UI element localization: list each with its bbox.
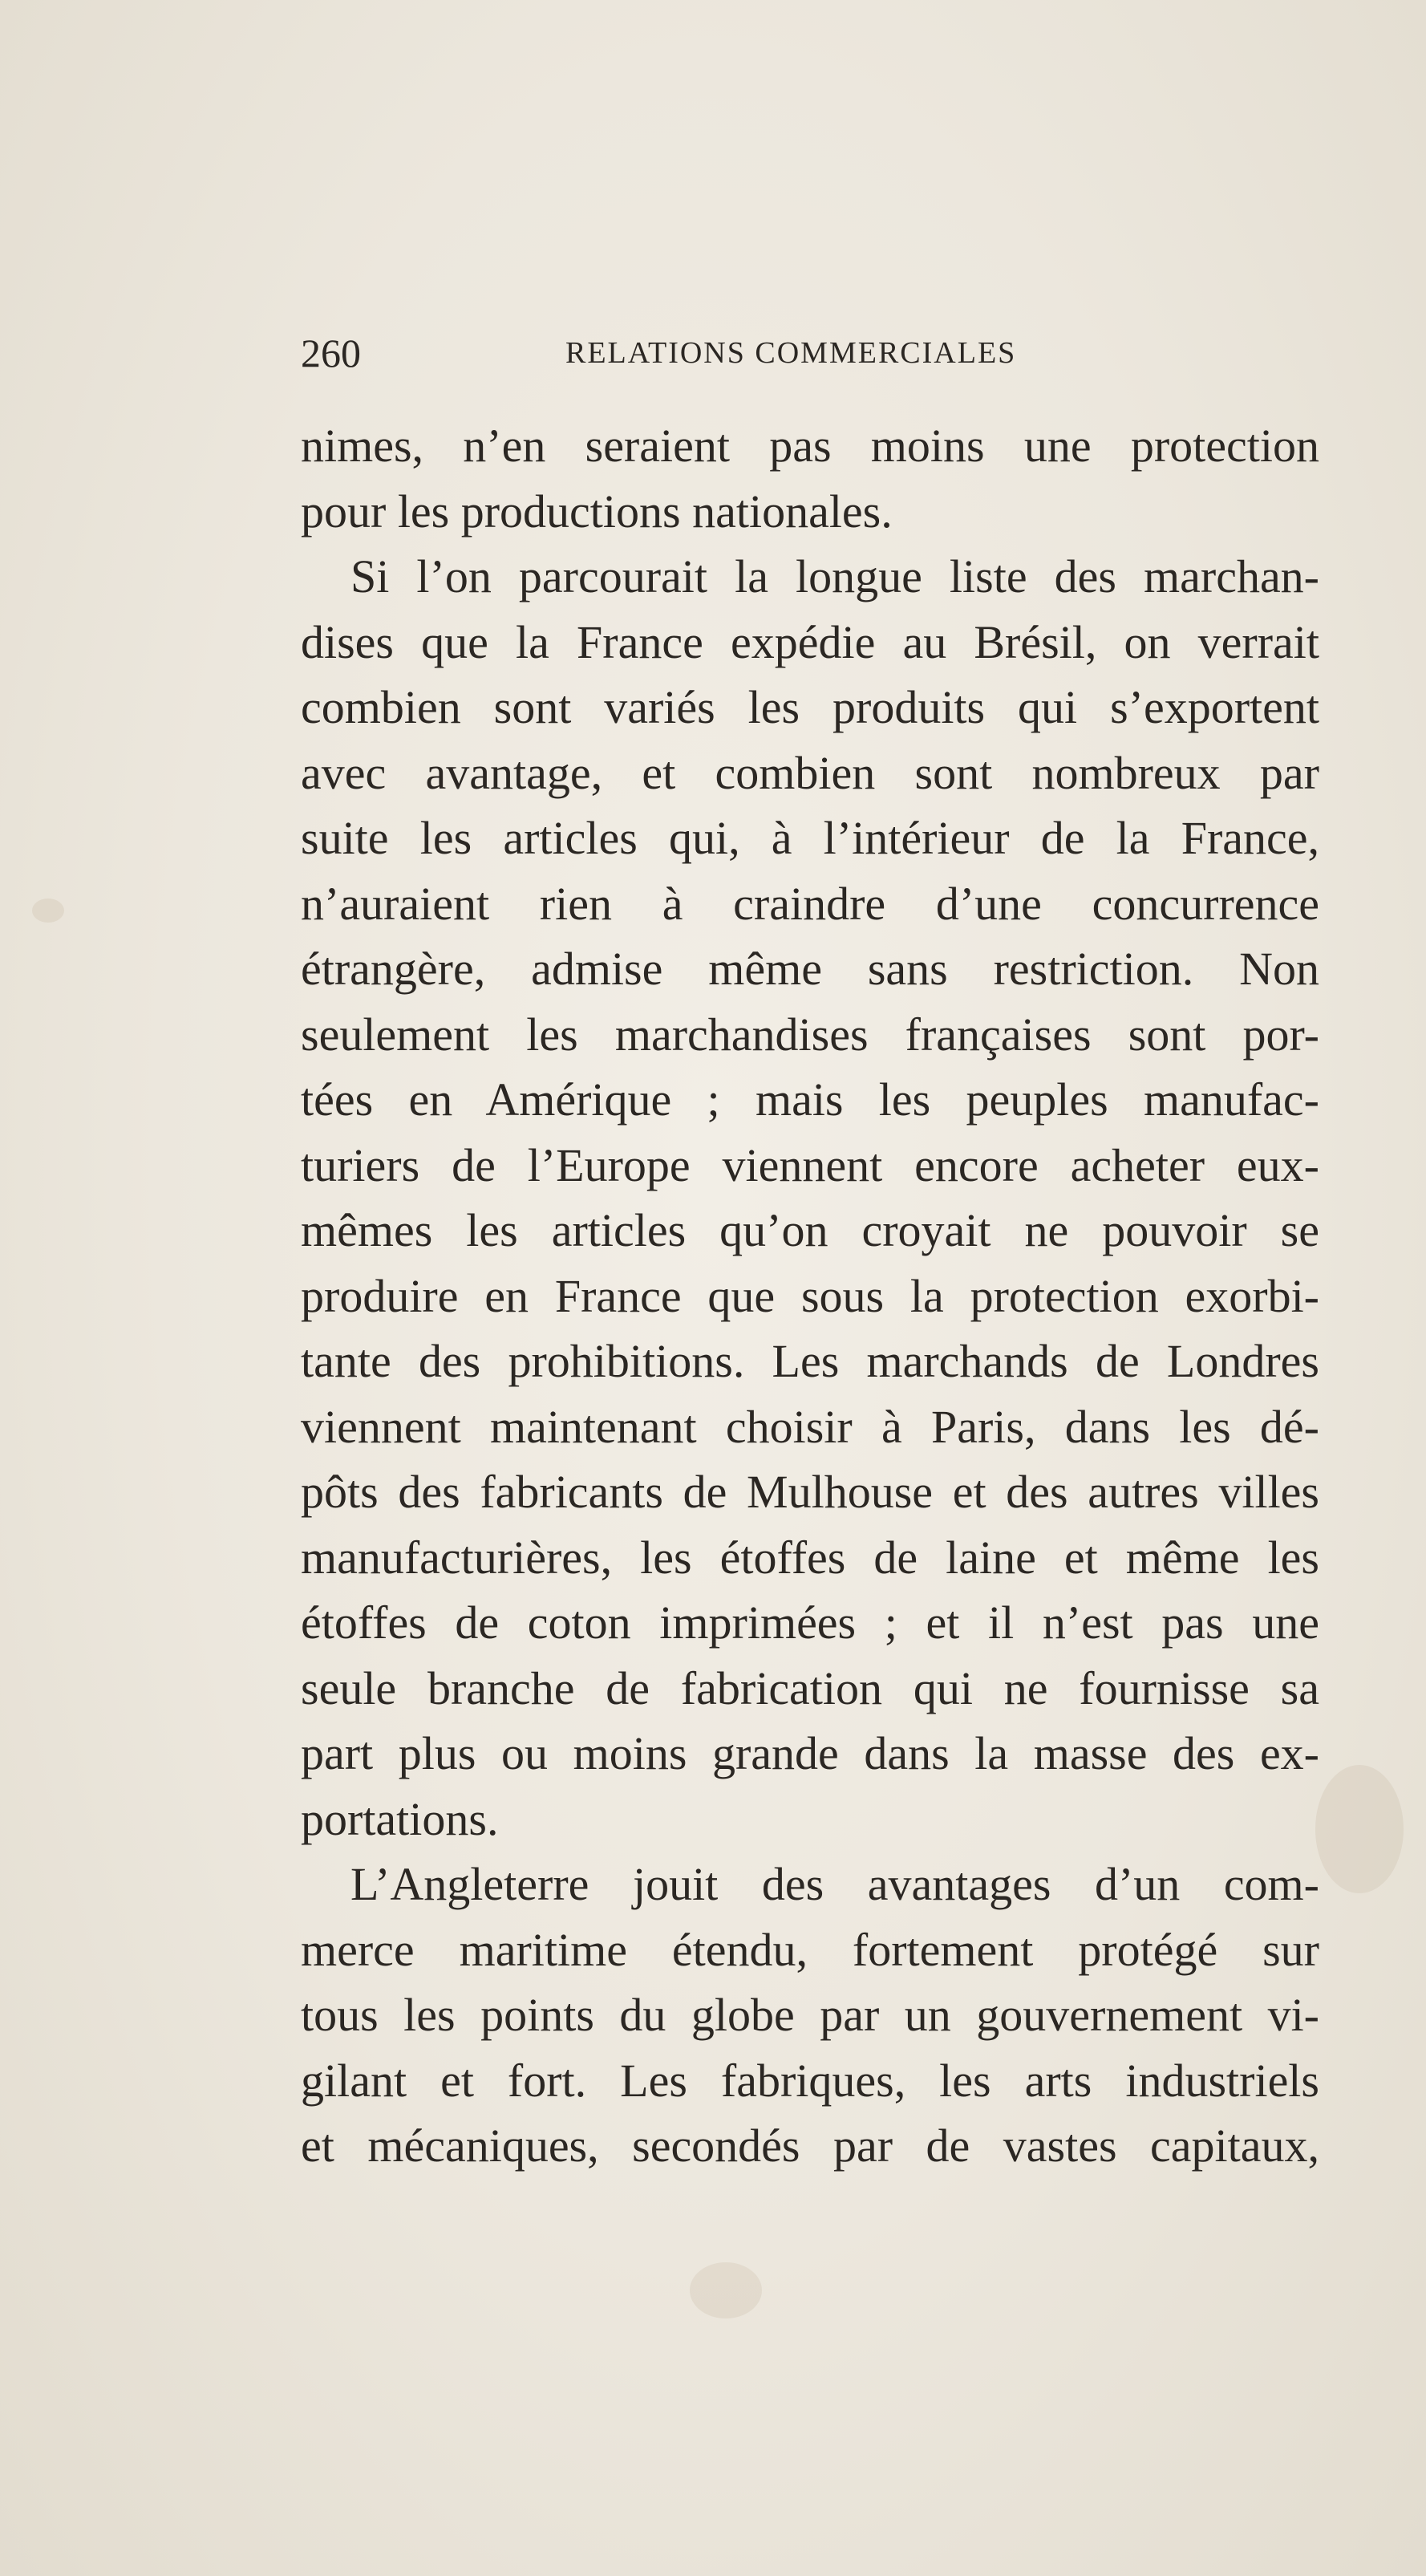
text-line: pour les productions nationales. [301, 485, 893, 538]
text-line: n’auraient rien à craindre d’une concurrence [301, 877, 1319, 930]
text-line: nimes, n’en seraient pas moins une protection [301, 420, 1319, 472]
text-line: produire en France que sous la protection exorbi- [301, 1269, 1319, 1322]
paper-stain [32, 899, 64, 923]
text-line: gilant et fort. Les fabriques, les arts industriels [301, 2054, 1319, 2107]
text-line: et mécaniques, secondés par de vastes capitaux, [301, 2120, 1319, 2172]
text-line: seule branche de fabrication qui ne fournisse sa [301, 1661, 1319, 1714]
text-line: merce maritime étendu, fortement protégé sur [301, 1923, 1319, 1976]
text-line: tous les points du globe par un gouvernement vi- [301, 1989, 1319, 2041]
text-line: mêmes les articles qu’on croyait ne pouvoir se [301, 1204, 1319, 1256]
paper-stain [690, 2262, 762, 2318]
text-line: dises que la France expédie au Brésil, on verrait [301, 615, 1319, 668]
text-line: viennent maintenant choisir à Paris, dans les dé- [301, 1400, 1319, 1453]
text-line: manufacturières, les étoffes de laine et même les [301, 1531, 1319, 1584]
text-line: suite les articles qui, à l’intérieur de la France, [301, 812, 1319, 864]
text-line: part plus ou moins grande dans la masse des ex- [301, 1727, 1319, 1779]
text-line: portations. [301, 1792, 499, 1845]
text-line: étoffes de coton imprimées ; et il n’est pas une [301, 1596, 1319, 1649]
text-line: seulement les marchandises françaises sont por- [301, 1008, 1319, 1061]
text-line: Si l’on parcourait la longue liste des marchan- [350, 550, 1319, 602]
text-line: tante des prohibitions. Les marchands de Londres [301, 1335, 1319, 1387]
text-line: étrangère, admise même sans restriction. Non [301, 943, 1319, 995]
text-line: pôts des fabricants de Mulhouse et des autres villes [301, 1466, 1319, 1518]
text-line: L’Angleterre jouit des avantages d’un com- [350, 1858, 1319, 1910]
page-number: 260 [301, 331, 361, 375]
text-line: turiers de l’Europe viennent encore acheter eux- [301, 1138, 1319, 1191]
text-line: combien sont variés les produits qui s’exportent [301, 681, 1319, 733]
text-line: tées en Amérique ; mais les peuples manufac- [301, 1073, 1319, 1126]
running-head: RELATIONS COMMERCIALES [565, 336, 1017, 370]
text-line: avec avantage, et combien sont nombreux par [301, 746, 1319, 799]
page-header [301, 325, 1319, 381]
body-text [301, 413, 1319, 2179]
paper-stain [1315, 1765, 1404, 1893]
